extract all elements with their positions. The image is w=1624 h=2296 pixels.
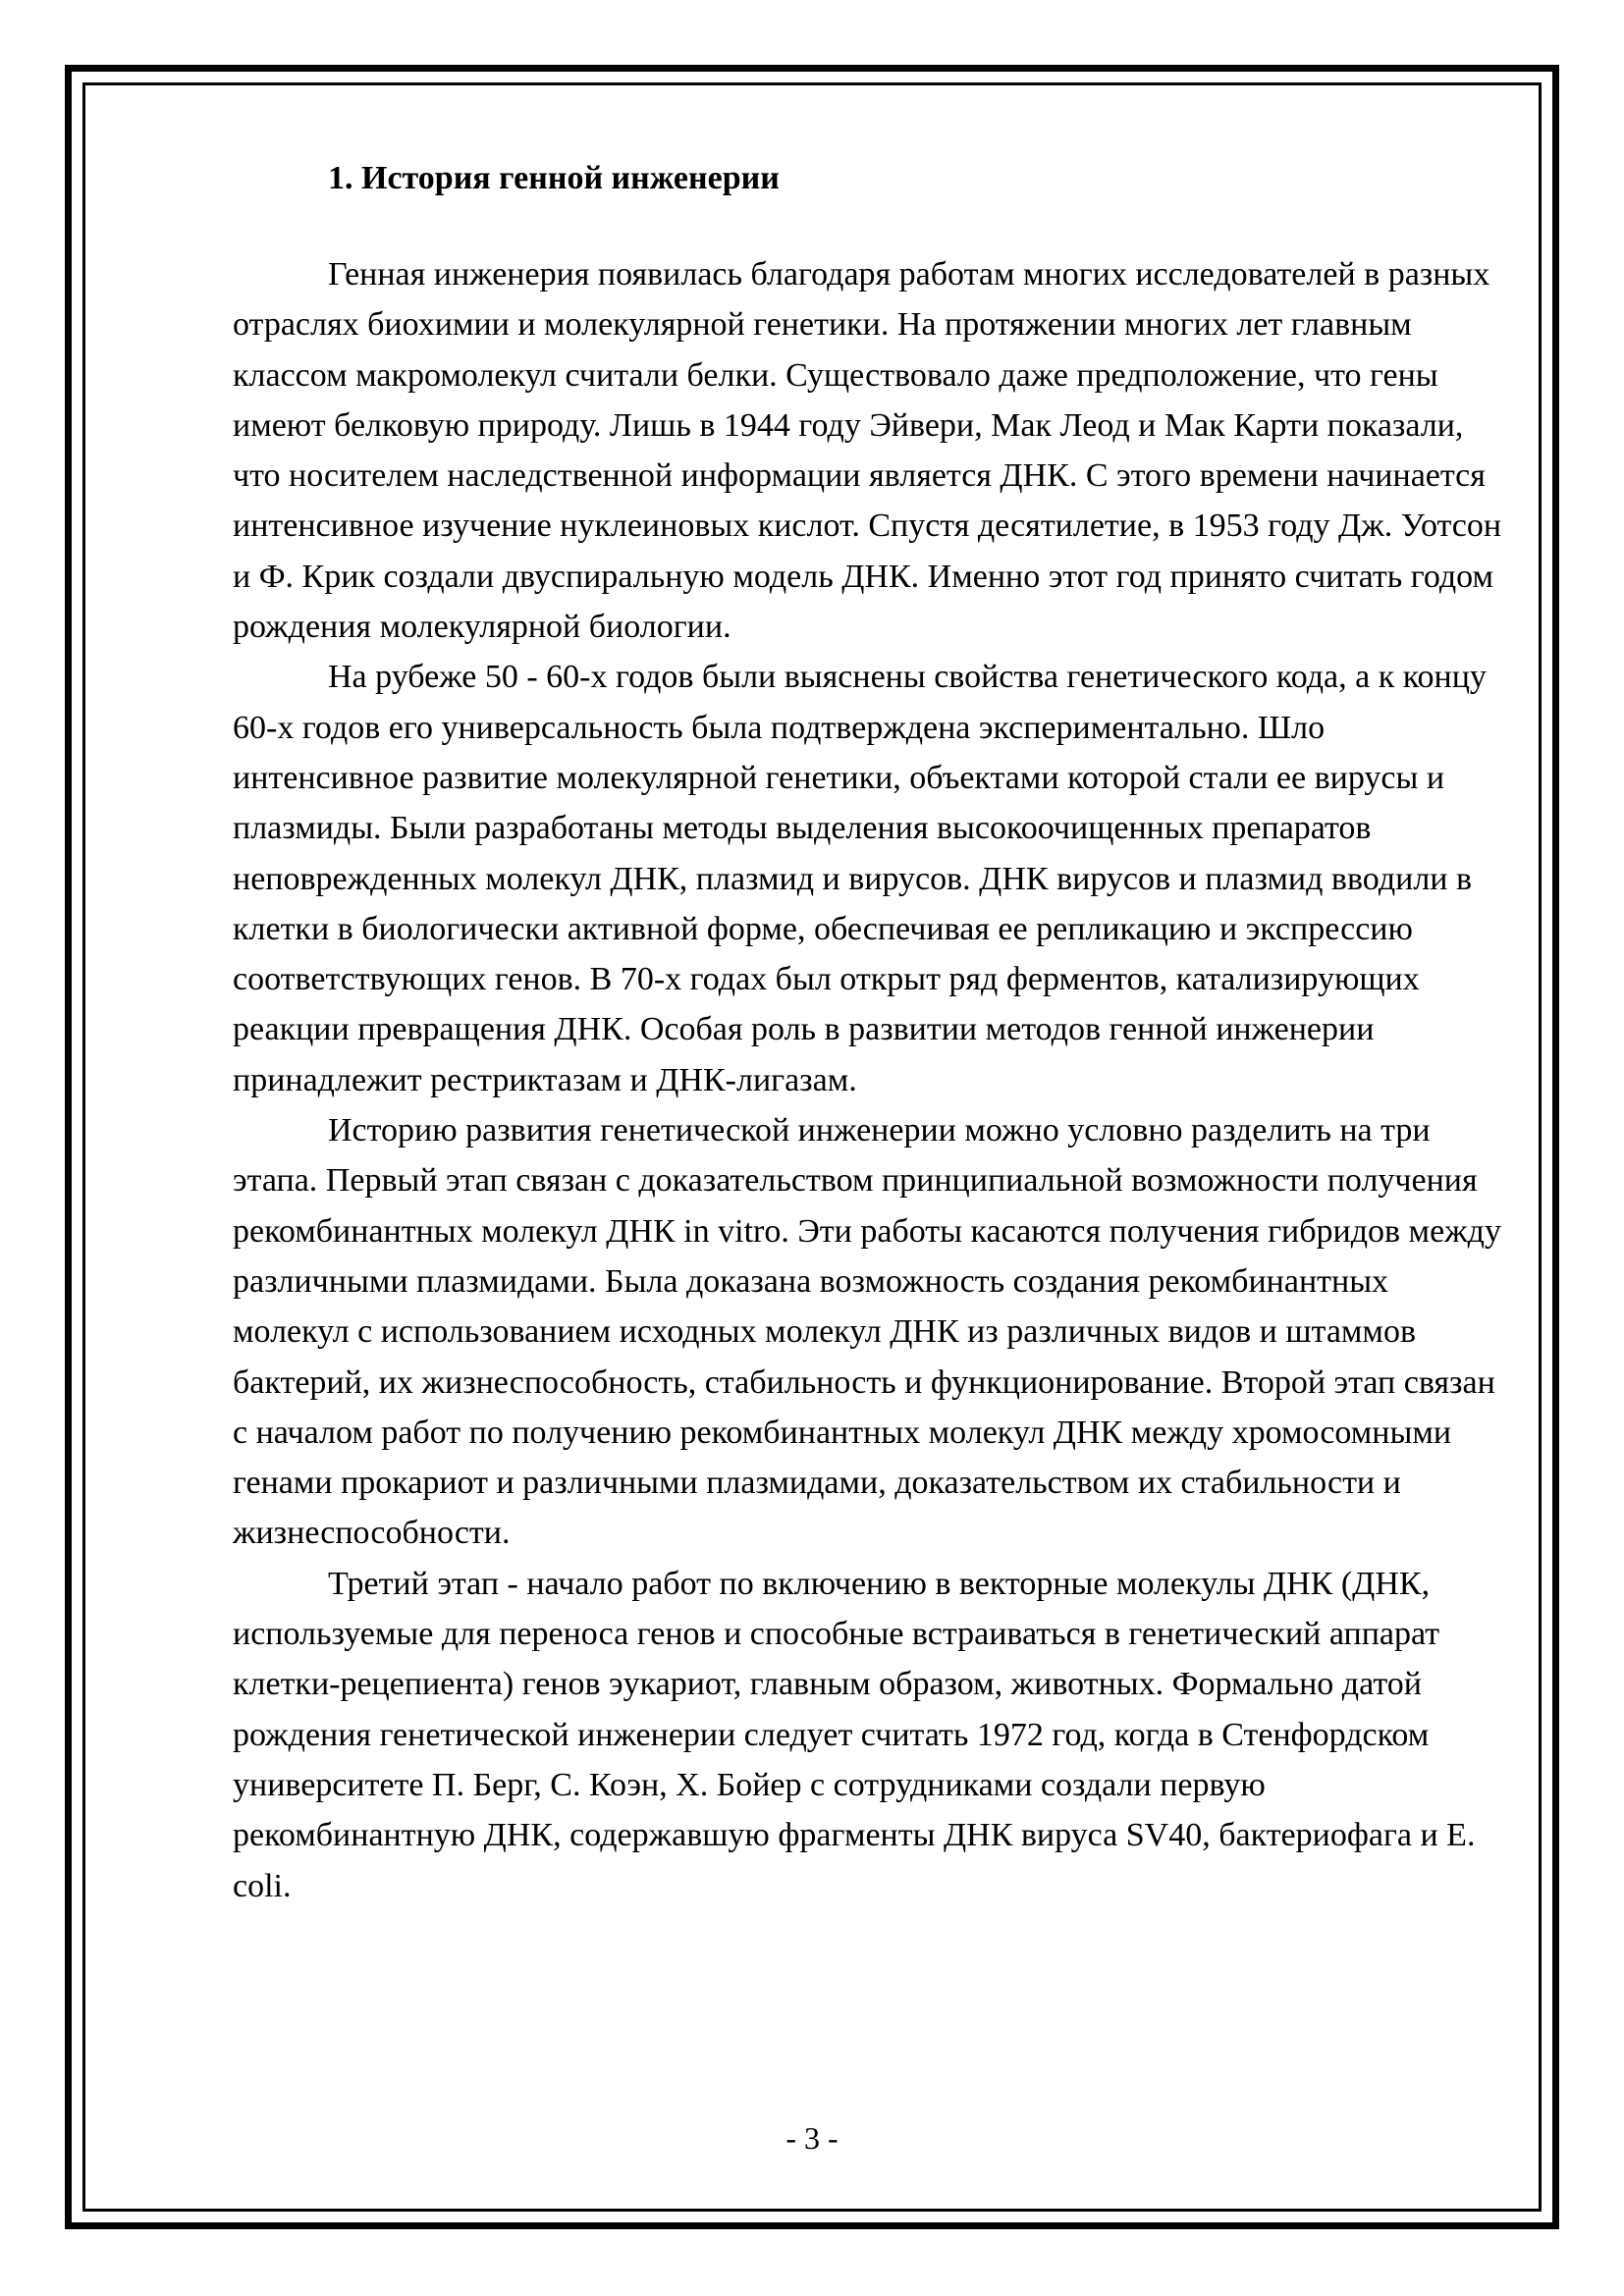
section-heading: 1. История генной инженерии (328, 160, 780, 196)
paragraph-1: Генная инженерия появилась благодаря работам многих исследователей в разных отраслях биохимии и молекулярной генетики. На протяжении многих лет главным классом макромолекул считали белки. Существовало даже предположение, что гены имеют белковую природу. Лишь в 1944 году Эйвери, Мак Леод и Мак Карти показали, что носителем наследственной информации является ДНК. С этого времени начинается интенсивное изучение нуклеиновых кислот. Спустя десятилетие, в 1953 году Дж. Уотсон и Ф. Крик создали двуспиральную модель ДНК. Именно этот год принято считать годом рождения молекулярной биологии. (233, 256, 1502, 646)
paragraph-4: Третий этап - начало работ по включению в векторные молекулы ДНК (ДНК, используемые для переноса генов и способные встраиваться в генетический аппарат клетки-рецепиента) генов эукариот, главным образом, животных. Формально датой рождения генетической инженерии следует считать 1972 год, когда в Стенфордском университете П. Берг, С. Коэн, Х. Бойер с сотрудниками создали первую рекомбинантную ДНК, содержавшую фрагменты ДНК вируса SV40, бактериофага и E. coli. (233, 1565, 1476, 1904)
paragraph-3: Историю развития генетической инженерии можно условно разделить на три этапа. Первый этап связан с доказательством принципиальной возможности получения рекомбинантных молекул ДНК in vitro. Эти работы касаются получения гибридов между различными плазмидами. Была доказана возможность создания рекомбинантных молекул с использованием исходных молекул ДНК из различных видов и штаммов бактерий, их жизнеспособность, стабильность и функционирование. Второй этап связан с началом работ по получению рекомбинантных молекул ДНК между хромосомными генами прокариот и различными плазмидами, доказательством их стабильности и жизнеспособности. (233, 1112, 1501, 1552)
paragraph-2: На рубеже 50 - 60-х годов были выяснены свойства генетического кода, а к концу 60-х годов его универсальность была подтверждена экспериментально. Шло интенсивное развитие молекулярной генетики, объектами которой стали ее вирусы и плазмиды. Были разработаны методы выделения высокоочищенных препаратов неповрежденных молекул ДНК, плазмид и вирусов. ДНК вирусов и плазмид вводили в клетки в биологически активной форме, обеспечивая ее репликацию и экспрессию соответствующих генов. В 70-х годах был открыт ряд ферментов, катализирующих реакции превращения ДНК. Особая роль в развитии методов генной инженерии принадлежит рестриктазам и ДНК-лигазам. (233, 659, 1487, 1098)
page-content (233, 147, 1509, 1911)
page-number: - 3 - (785, 2120, 839, 2156)
body-text (233, 249, 1509, 1911)
